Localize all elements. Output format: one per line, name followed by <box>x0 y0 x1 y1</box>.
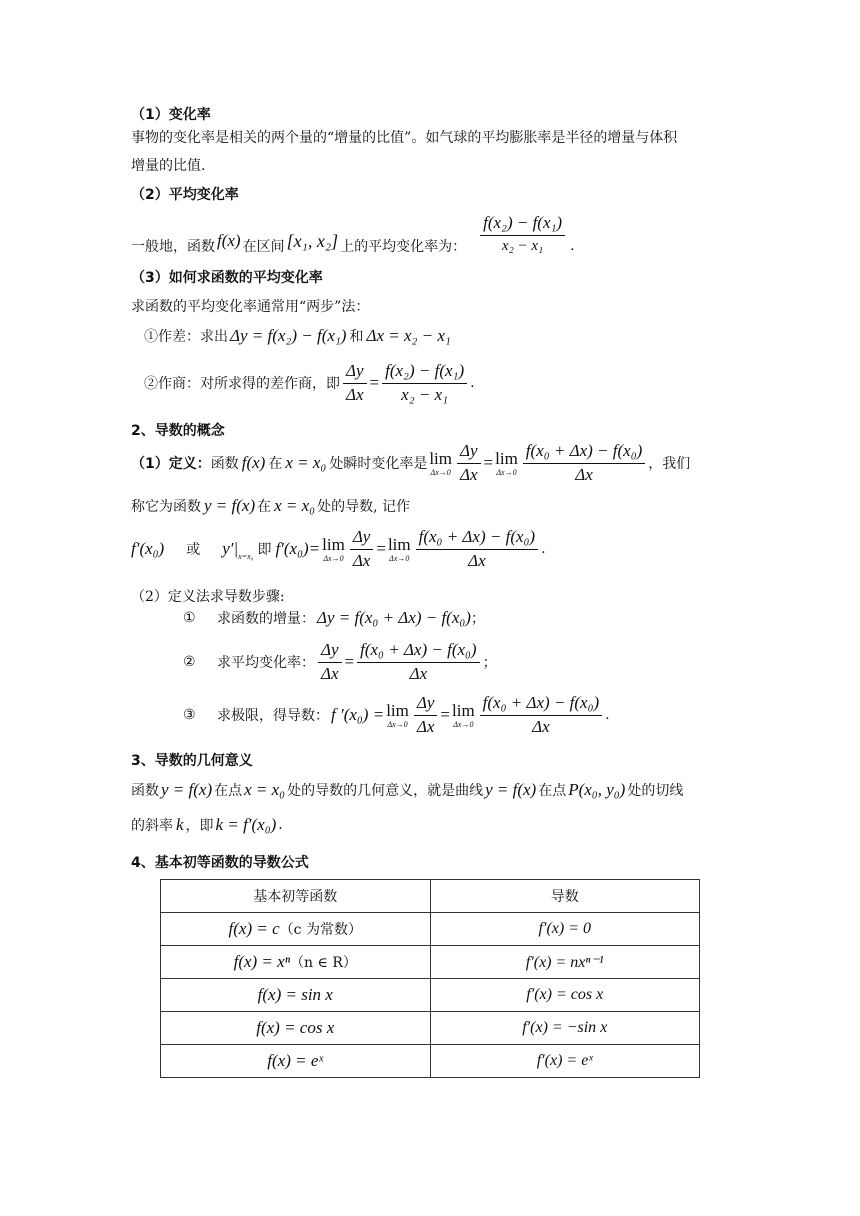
fraction-increment <box>357 641 479 683</box>
step-difference <box>144 326 451 346</box>
lim-subscript: Δx→0 <box>389 553 410 563</box>
equals-sign: = <box>376 539 386 559</box>
limit-operator <box>495 450 518 477</box>
geometric-meaning-line1 <box>131 780 683 800</box>
paragraph-line: 事物的变化率是相关的两个量的“增量的比值”。如气球的平均膨胀率是半径的增量与体积 <box>131 130 678 146</box>
step-number: ② <box>183 654 196 671</box>
step-increment <box>183 608 485 628</box>
text: 和 <box>349 329 364 345</box>
step-label: ①作差：求出 <box>144 329 228 345</box>
math-expression: Δy = f(x₀ + Δx) − f(x₀) <box>317 608 471 627</box>
table-row <box>161 946 700 979</box>
lim-word: lim <box>386 700 409 720</box>
step-number: ① <box>183 610 196 626</box>
lim-subscript: Δx→0 <box>387 719 408 729</box>
math-point-P: P(x₀, y₀) <box>568 780 626 799</box>
subsection-heading-steps: （2）定义法求导数步骤: <box>131 589 285 605</box>
fraction-increment <box>523 442 645 484</box>
semicolon: ； <box>482 655 497 672</box>
function-formula: f(x) = cos x <box>256 1018 335 1037</box>
period: . <box>470 375 475 392</box>
text: 或 <box>186 542 201 559</box>
lim-subscript: Δx→0 <box>453 719 474 729</box>
average-rate-formula-line <box>131 212 575 256</box>
period: . <box>278 817 283 833</box>
fraction-numerator: Δy <box>318 641 342 663</box>
text: 一般地，函数 <box>131 239 215 255</box>
fraction-dy-dx <box>343 362 367 404</box>
section-heading-rate-of-change: （1）变化率 <box>131 107 211 123</box>
table-row <box>161 1012 700 1045</box>
fraction-numerator: f(x₂) − f(x₁) <box>480 214 565 236</box>
lim-word: lim <box>452 700 475 720</box>
text: 即 <box>257 542 272 559</box>
text: 处瞬时变化率是 <box>329 456 428 473</box>
function-note: （c 为常数） <box>279 922 362 938</box>
paragraph-line: 增量的比值. <box>131 158 206 174</box>
average-rate-fraction <box>480 214 565 254</box>
math-x-eq-x0: x = x₀ <box>274 496 316 515</box>
text: 在点 <box>538 783 567 799</box>
math-expression: f ′(x₀) = <box>331 705 385 725</box>
text: 的斜率 <box>131 818 173 834</box>
math-y-eq-fx: y = f(x) <box>485 780 537 799</box>
fraction-denominator: Δx <box>468 550 486 570</box>
step-number: ③ <box>183 707 196 724</box>
text: 处的导数的几何意义，就是曲线 <box>287 783 484 799</box>
equals-sign: = <box>344 652 355 672</box>
text: 处的导数, 记作 <box>317 499 410 515</box>
math-x-eq-x0: x = x₀ <box>285 453 327 473</box>
section-heading-average-rate: （2）平均变化率 <box>131 187 239 203</box>
math-k: k <box>176 815 184 834</box>
math-slope-expression: k = f′(x₀) <box>215 815 277 834</box>
text: 在区间 <box>242 239 285 255</box>
function-formula: f(x) = c <box>228 919 280 938</box>
table-row <box>161 913 700 946</box>
section-heading-how-to: （3）如何求函数的平均变化率 <box>131 270 323 286</box>
notation-y-prime: y′| <box>222 539 239 559</box>
function-note: （n ∈ R） <box>290 955 357 971</box>
function-formula: f(x) = xⁿ <box>233 952 291 971</box>
fraction-denominator: Δx <box>352 550 371 570</box>
lim-subscript: Δx→0 <box>430 467 451 477</box>
definition-line <box>131 442 731 484</box>
step-average-rate <box>183 641 497 683</box>
fraction-dy-dx <box>318 641 342 683</box>
lim-subscript: Δx→0 <box>496 467 517 477</box>
text: 在点 <box>214 783 243 799</box>
lim-word: lim <box>322 534 345 554</box>
step-quotient <box>144 362 475 404</box>
lim-subscript: Δx→0 <box>323 553 344 563</box>
math-x-eq-x0: x = x₀ <box>244 780 286 799</box>
limit-operator <box>322 536 345 563</box>
math-expression: Δy = f(x₂) − f(x₁) <box>230 326 347 345</box>
fraction-dy-dx <box>350 528 374 570</box>
function-formula: f(x) = eˣ <box>267 1051 324 1070</box>
fraction-denominator: Δx <box>575 464 593 484</box>
fraction-denominator: Δx <box>416 716 435 736</box>
text: 上的平均变化率为： <box>340 239 467 255</box>
table-cell-function <box>161 979 431 1012</box>
math-interval: [x₁, x₂] <box>286 230 339 251</box>
math-y-eq-fx: y = f(x) <box>204 496 256 515</box>
notation-y-prime-subscript: x=x₀ <box>238 551 254 561</box>
text: 处的切线 <box>627 783 684 799</box>
paragraph-line: 求函数的平均变化率通常用“两步”法： <box>131 299 370 315</box>
table-cell-function <box>161 913 431 946</box>
limit-operator <box>388 536 411 563</box>
period: . <box>541 541 546 558</box>
limit-operator <box>429 450 452 477</box>
text: ，即 <box>185 818 214 834</box>
section-heading-derivative-concept: 2、导数的概念 <box>131 423 225 439</box>
table-row <box>161 979 700 1012</box>
period: . <box>605 707 610 724</box>
fraction-numerator: f(x₀ + Δx) − f(x₀) <box>416 528 538 550</box>
step-label: 求平均变化率： <box>217 655 315 672</box>
fraction-numerator: Δy <box>343 362 367 384</box>
fraction-numerator: f(x₂) − f(x₁) <box>382 362 467 384</box>
text: 函数 <box>210 456 239 473</box>
limit-operator <box>386 702 409 729</box>
fraction-increment <box>480 694 602 736</box>
table-cell-derivative: f′(x) = cos x <box>430 979 700 1012</box>
fraction-numerator: Δy <box>457 442 481 464</box>
fraction-dy-dx <box>457 442 481 484</box>
table-header-cell: 导数 <box>430 880 700 913</box>
fraction-dy-dx <box>414 694 438 736</box>
table-header-cell: 基本初等函数 <box>161 880 431 913</box>
derivative-formula-table <box>160 879 700 1078</box>
fraction-difference-quotient <box>382 362 467 404</box>
math-y-eq-fx: y = f(x) <box>161 780 213 799</box>
table-cell-derivative: f′(x) = nxⁿ⁻¹ <box>430 946 700 979</box>
lim-word: lim <box>495 448 518 468</box>
section-heading-geometric-meaning: 3、导数的几何意义 <box>131 753 253 769</box>
notation-f-prime-equals: f′(x₀)= <box>275 539 321 559</box>
equals-sign: = <box>369 373 380 393</box>
lim-word: lim <box>429 448 452 468</box>
fraction-numerator: f(x₀ + Δx) − f(x₀) <box>480 694 602 716</box>
text: 称它为函数 <box>131 499 201 515</box>
table-row <box>161 1045 700 1078</box>
table-cell-derivative: f′(x) = −sin x <box>430 1012 700 1045</box>
step-label: 求极限，得导数： <box>217 708 329 725</box>
fraction-denominator: x₂ − x₁ <box>501 237 544 254</box>
step-label: 求函数的增量： <box>217 611 315 627</box>
equals-sign: = <box>440 705 450 725</box>
table-cell-function <box>161 1012 431 1045</box>
text: 在 <box>257 499 272 515</box>
table-cell-function <box>161 946 431 979</box>
semicolon: ； <box>470 611 485 627</box>
text: ，我们 <box>648 456 691 473</box>
table-header-row <box>161 880 700 913</box>
period: . <box>570 238 575 254</box>
fraction-denominator: x₂ − x₁ <box>401 384 449 404</box>
fraction-increment <box>416 528 538 570</box>
table-cell-derivative: f′(x) = eˣ <box>430 1045 700 1078</box>
fraction-denominator: Δx <box>346 384 364 404</box>
math-fx: f(x) <box>241 453 266 473</box>
table-cell-function <box>161 1045 431 1078</box>
notation-f-prime: f′(x₀) <box>131 539 165 559</box>
fraction-numerator: f(x₀ + Δx) − f(x₀) <box>357 641 479 663</box>
function-formula: f(x) = sin x <box>257 985 333 1004</box>
equals-sign: = <box>483 453 494 473</box>
table-cell-derivative: f′(x) = 0 <box>430 913 700 946</box>
fraction-numerator: f(x₀ + Δx) − f(x₀) <box>523 442 645 464</box>
definition-label: （1）定义： <box>131 456 211 473</box>
math-expression: Δx = x₂ − x₁ <box>366 326 451 345</box>
fraction-numerator: Δy <box>350 528 374 550</box>
limit-operator <box>452 702 475 729</box>
fraction-denominator: Δx <box>532 716 550 736</box>
section-heading-derivative-table: 4、基本初等函数的导数公式 <box>131 855 309 871</box>
definition-continuation <box>131 496 410 516</box>
fraction-denominator: Δx <box>460 464 478 484</box>
lim-word: lim <box>387 534 411 554</box>
step-limit <box>183 694 610 736</box>
fraction-denominator: Δx <box>409 663 428 683</box>
derivative-notation-line <box>131 528 546 570</box>
fraction-denominator: Δx <box>321 663 339 683</box>
step-label: ②作商：对所求得的差作商，即 <box>144 376 340 393</box>
text: 函数 <box>131 783 159 799</box>
geometric-meaning-line2 <box>131 815 283 835</box>
math-fx: f(x) <box>217 231 241 250</box>
fraction-numerator: Δy <box>414 694 438 716</box>
text: 在 <box>268 456 283 473</box>
